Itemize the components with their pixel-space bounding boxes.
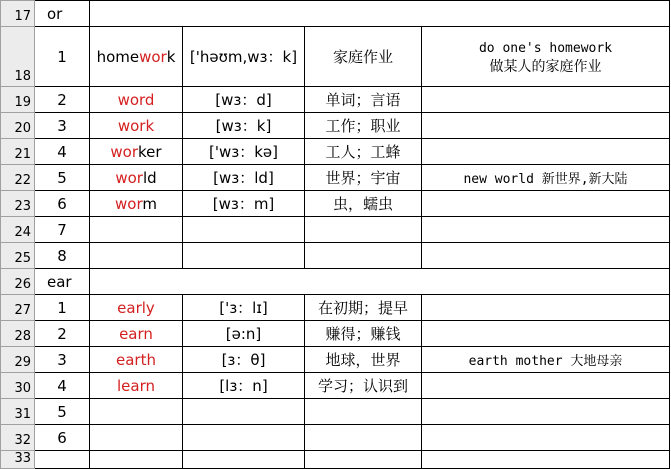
section-label-cell[interactable]: or <box>35 1 90 27</box>
meaning-cell[interactable]: 地球，世界 <box>305 347 422 373</box>
row-header[interactable]: 24 <box>1 217 35 243</box>
index-cell[interactable]: 4 <box>35 139 90 165</box>
row-header[interactable]: 31 <box>1 399 35 425</box>
table-row <box>1 373 670 399</box>
word-suffix: m <box>142 194 157 213</box>
word-cell[interactable] <box>90 399 183 425</box>
phrase-text: earth mother 大地母亲 <box>468 354 623 369</box>
phrase-cell[interactable] <box>422 87 670 113</box>
table-row <box>1 191 670 217</box>
phrase-cell[interactable] <box>422 139 670 165</box>
word-highlight: earth <box>116 350 156 369</box>
word-cell[interactable] <box>90 373 183 399</box>
word-cell[interactable] <box>90 113 183 139</box>
meaning-cell[interactable]: 工人；工蜂 <box>305 139 422 165</box>
meaning-cell[interactable] <box>305 399 422 425</box>
word-highlight: early <box>117 298 155 317</box>
table-row <box>1 1 670 27</box>
phrase-text: new world 新世界,新大陆 <box>463 172 628 187</box>
row-header[interactable]: 27 <box>1 295 35 321</box>
word-cell[interactable] <box>90 27 183 87</box>
table-row <box>1 243 670 269</box>
word-highlight: learn <box>117 376 155 395</box>
word-cell[interactable] <box>90 191 183 217</box>
phonetic-cell[interactable]: ['ɜ：lɪ] <box>183 295 305 321</box>
phonetic-cell[interactable]: [wɜ：ld] <box>183 165 305 191</box>
phonetic-cell[interactable]: ['həʊm,wɜ：k] <box>183 27 305 87</box>
meaning-cell[interactable]: 工作；职业 <box>305 113 422 139</box>
section-merged-cell[interactable] <box>90 1 670 27</box>
index-cell[interactable]: 5 <box>35 399 90 425</box>
phonetic-cell[interactable]: [wɜ：k] <box>183 113 305 139</box>
index-cell[interactable]: 6 <box>35 425 90 451</box>
phonetic-cell[interactable] <box>183 451 305 469</box>
index-cell[interactable]: 1 <box>35 295 90 321</box>
row-header[interactable]: 32 <box>1 425 35 451</box>
meaning-cell[interactable]: 单词；言语 <box>305 87 422 113</box>
grid-body <box>1 1 670 469</box>
index-cell[interactable]: 4 <box>35 373 90 399</box>
word-cell[interactable] <box>90 347 183 373</box>
word-suffix: ker <box>138 142 162 161</box>
table-row <box>1 165 670 191</box>
table-row <box>1 139 670 165</box>
meaning-cell[interactable]: 学习；认识到 <box>305 373 422 399</box>
table-row <box>1 27 670 87</box>
index-cell[interactable]: 8 <box>35 243 90 269</box>
index-cell[interactable]: 5 <box>35 165 90 191</box>
word-cell[interactable] <box>90 295 183 321</box>
phrase-cell[interactable] <box>422 191 670 217</box>
row-header[interactable]: 18 <box>1 27 35 87</box>
row-header[interactable]: 23 <box>1 191 35 217</box>
meaning-cell[interactable] <box>305 243 422 269</box>
index-cell[interactable]: 1 <box>35 27 90 87</box>
row-header[interactable]: 28 <box>1 321 35 347</box>
word-prefix: home <box>96 47 140 66</box>
table-row <box>1 269 670 295</box>
meaning-cell[interactable] <box>305 451 422 469</box>
table-row <box>1 451 670 469</box>
phrase-cell[interactable] <box>422 347 670 373</box>
word-cell[interactable] <box>90 321 183 347</box>
word-cell[interactable] <box>90 139 183 165</box>
phrase-cell[interactable] <box>422 425 670 451</box>
table-row <box>1 113 670 139</box>
word-cell[interactable] <box>90 243 183 269</box>
row-header[interactable]: 29 <box>1 347 35 373</box>
table-row <box>1 295 670 321</box>
index-cell[interactable]: 6 <box>35 191 90 217</box>
phonetic-cell[interactable]: [wɜ：m] <box>183 191 305 217</box>
phrase-text: do one's homework <box>478 40 613 56</box>
word-highlight: wor <box>110 142 139 161</box>
index-cell[interactable]: 2 <box>35 321 90 347</box>
word-highlight: wor <box>115 194 143 213</box>
word-cell[interactable] <box>90 165 183 191</box>
phrase-cell[interactable] <box>422 399 670 425</box>
index-cell[interactable]: 3 <box>35 113 90 139</box>
phonetic-cell[interactable]: [wɜ：d] <box>183 87 305 113</box>
table-row <box>1 217 670 243</box>
phrase-cell[interactable] <box>422 217 670 243</box>
section-merged-cell[interactable] <box>90 269 670 295</box>
phrase-cell[interactable] <box>422 373 670 399</box>
phrase-cell[interactable] <box>422 451 670 469</box>
meaning-cell[interactable]: 虫，蠕虫 <box>305 191 422 217</box>
index-cell[interactable] <box>35 451 90 469</box>
word-highlight: wor <box>115 168 143 187</box>
meaning-cell[interactable]: 家庭作业 <box>305 27 422 87</box>
phonetic-cell[interactable]: [ə:n] <box>183 321 305 347</box>
meaning-cell[interactable]: 赚得；赚钱 <box>305 321 422 347</box>
word-cell[interactable] <box>90 87 183 113</box>
phonetic-cell[interactable] <box>183 243 305 269</box>
phonetic-cell[interactable] <box>183 217 305 243</box>
meaning-cell[interactable] <box>305 217 422 243</box>
phrase-cell[interactable] <box>422 243 670 269</box>
word-cell[interactable] <box>90 217 183 243</box>
phrase-cell[interactable] <box>422 165 670 191</box>
table-row <box>1 425 670 451</box>
meaning-cell[interactable]: 世界；宇宙 <box>305 165 422 191</box>
phrase-cell[interactable] <box>422 295 670 321</box>
word-cell[interactable] <box>90 425 183 451</box>
phonetic-cell[interactable] <box>183 425 305 451</box>
word-suffix: k <box>166 47 176 66</box>
phonetic-cell[interactable]: [lɜ：n] <box>183 373 305 399</box>
row-header[interactable]: 26 <box>1 269 35 295</box>
phonetic-cell[interactable]: [ɜ：θ] <box>183 347 305 373</box>
index-cell[interactable]: 3 <box>35 347 90 373</box>
meaning-cell[interactable] <box>305 425 422 451</box>
section-label-cell[interactable]: ear <box>35 269 90 295</box>
word-suffix: ld <box>142 168 157 187</box>
row-header[interactable]: 22 <box>1 165 35 191</box>
phrase-cell[interactable] <box>422 321 670 347</box>
word-highlight: word <box>117 90 155 109</box>
index-cell[interactable]: 7 <box>35 217 90 243</box>
row-header[interactable]: 17 <box>1 1 35 27</box>
word-highlight: wor <box>139 47 167 66</box>
phonetic-cell[interactable] <box>183 399 305 425</box>
row-header[interactable]: 25 <box>1 243 35 269</box>
index-cell[interactable]: 2 <box>35 87 90 113</box>
phrase-cell[interactable] <box>422 27 670 87</box>
word-cell[interactable] <box>90 451 183 469</box>
row-header[interactable]: 30 <box>1 373 35 399</box>
row-header[interactable]: 20 <box>1 113 35 139</box>
phonetic-cell[interactable]: ['wɜ：kə] <box>183 139 305 165</box>
table-row <box>1 321 670 347</box>
table-row <box>1 399 670 425</box>
table-row <box>1 87 670 113</box>
meaning-cell[interactable]: 在初期；提早 <box>305 295 422 321</box>
row-header[interactable]: 21 <box>1 139 35 165</box>
word-highlight: earn <box>119 324 153 343</box>
word-highlight: work <box>117 116 155 135</box>
row-header[interactable]: 33 <box>1 451 35 469</box>
row-header[interactable]: 19 <box>1 87 35 113</box>
phrase-cell[interactable] <box>422 113 670 139</box>
phrase-translation: 做某人的家庭作业 <box>489 58 602 75</box>
table-row <box>1 347 670 373</box>
